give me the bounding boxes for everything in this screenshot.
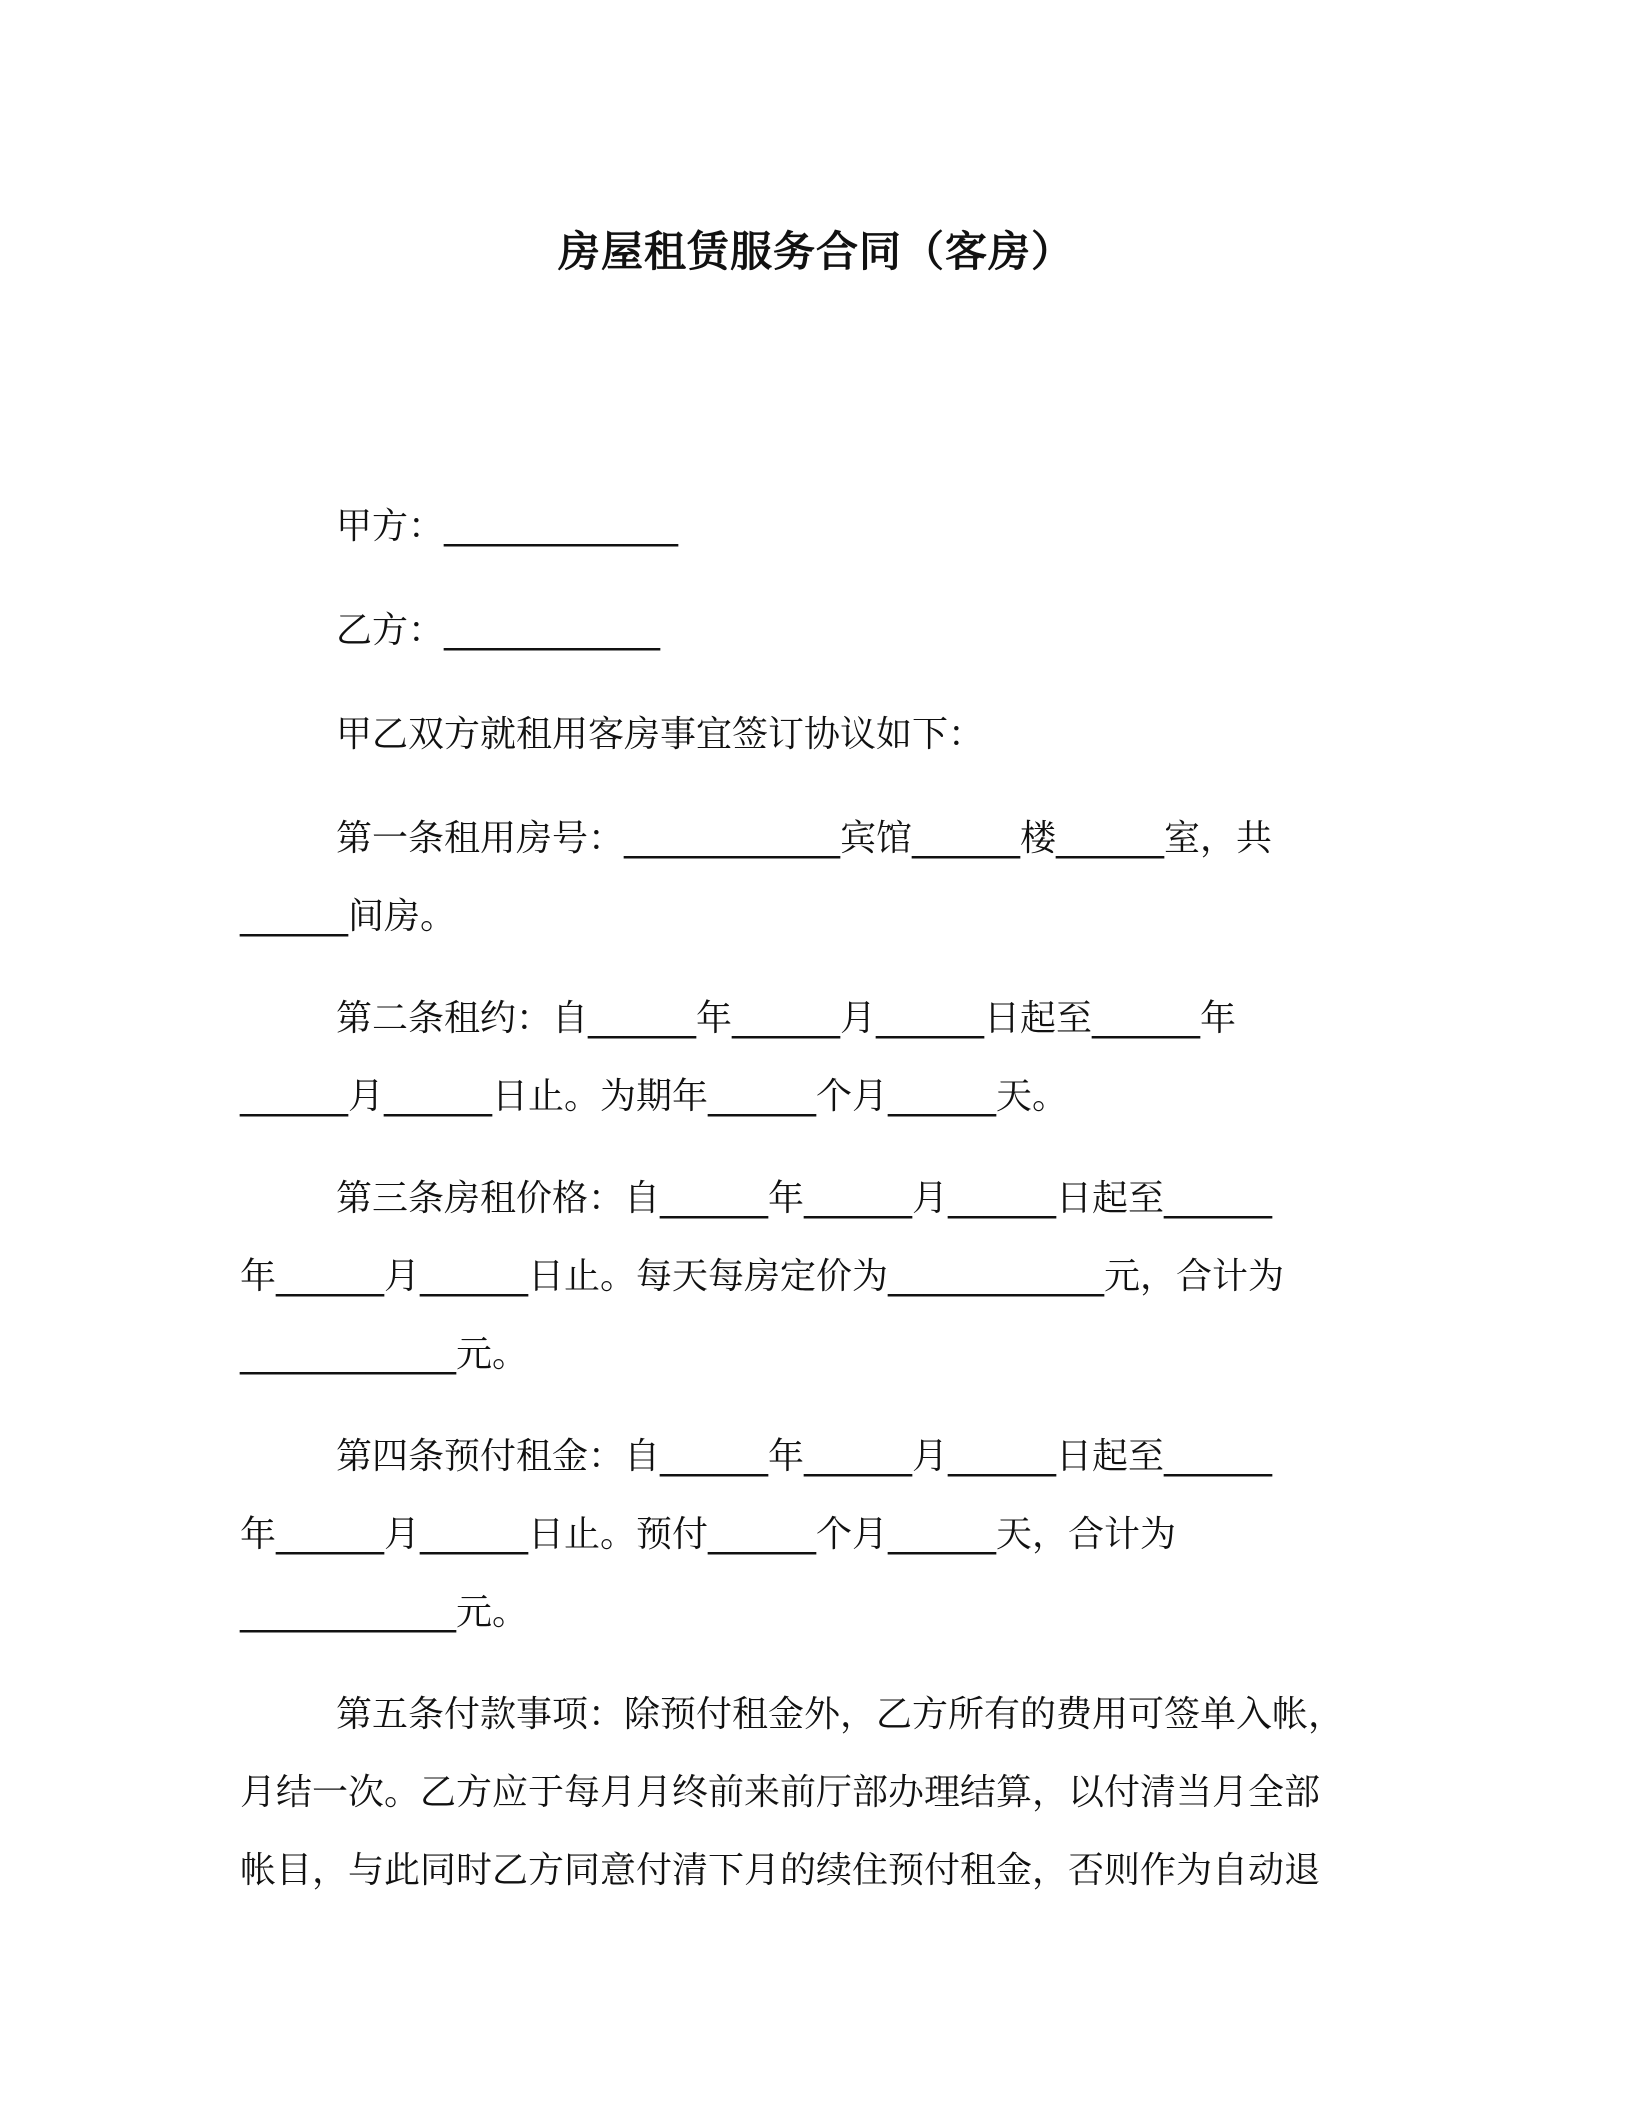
party-b-line: 乙方：____________ — [336, 610, 661, 651]
article-5-line-2: 月结一次。乙方应于每月月终前来前厅部办理结算，以付清当月全部 — [240, 1772, 1321, 1813]
article-1-line-1: 第一条租用房号：____________宾馆______楼______室，共 — [336, 818, 1273, 859]
article-4-line-2: 年______月______日止。预付______个月______天，合计为 — [240, 1514, 1177, 1555]
article-3-line-2: 年______月______日止。每天每房定价为____________元，合计为 — [240, 1256, 1285, 1297]
article-1-line-2: ______间房。 — [240, 896, 457, 937]
intro-paragraph: 甲乙双方就租用客房事宜签订协议如下： — [336, 714, 985, 755]
article-5-line-1: 第五条付款事项：除预付租金外，乙方所有的费用可签单入帐， — [336, 1694, 1345, 1735]
article-4-line-3: ____________元。 — [240, 1592, 529, 1633]
article-2-line-1: 第二条租约：自______年______月______日起至______年 — [336, 998, 1237, 1039]
article-3-line-3: ____________元。 — [240, 1334, 529, 1375]
article-3-line-1: 第三条房租价格：自______年______月______日起至______ — [336, 1178, 1273, 1219]
party-a-line: 甲方：_____________ — [336, 506, 679, 547]
article-4-line-1: 第四条预付租金：自______年______月______日起至______ — [336, 1436, 1273, 1477]
article-5-line-3: 帐目，与此同时乙方同意付清下月的续住预付租金，否则作为自动退 — [240, 1850, 1321, 1891]
article-2-line-2: ______月______日止。为期年______个月______天。 — [240, 1076, 1069, 1117]
document-title: 房屋租赁服务合同（客房） — [557, 227, 1074, 276]
